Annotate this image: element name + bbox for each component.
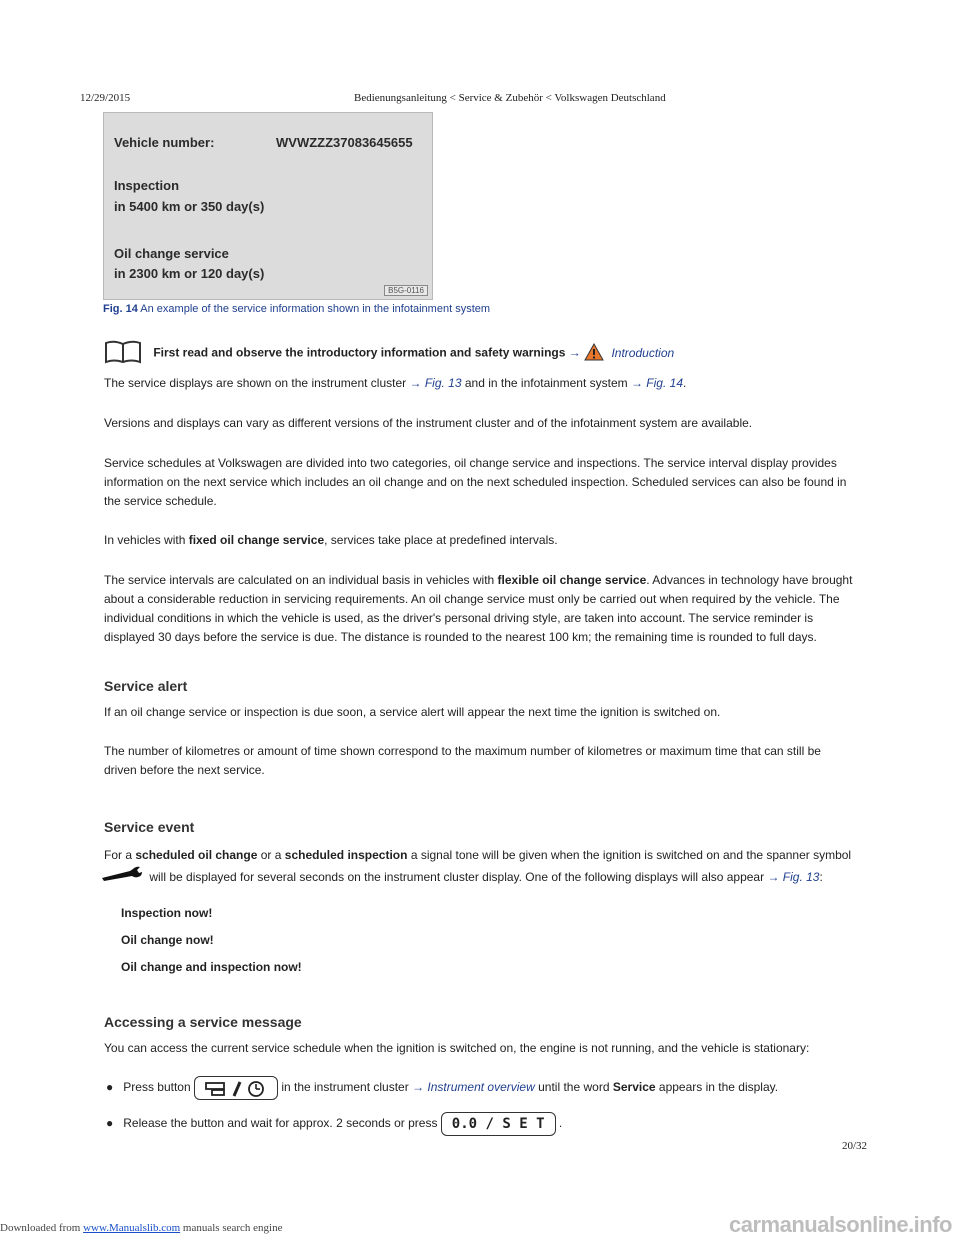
display-oil-and-inspection-now: Oil change and inspection now! xyxy=(121,960,302,974)
header-title: Bedienungsanleitung < Service & Zubehör < Volkswagen Deutschland xyxy=(354,92,666,104)
event-fig13-link[interactable]: → Fig. 13 xyxy=(767,870,820,884)
inspection-title: Inspection xyxy=(114,178,180,193)
figure-code: B5G-0116 xyxy=(384,285,428,296)
bullet1-text-c: until the word xyxy=(538,1080,610,1095)
paragraph-fixed xyxy=(104,531,854,550)
set-button[interactable]: 0.0 / S E T xyxy=(441,1112,556,1136)
p5-text-a: The service intervals are calculated on an individual basis in vehicles with xyxy=(104,573,495,587)
download-footer xyxy=(0,1222,282,1234)
service-alert-p2: The number of kilometres or amount of time shown correspond to the maximum number of kilometres or maximum time that can still be driven before the next service. xyxy=(104,744,821,777)
event-text-a: For a xyxy=(104,848,133,862)
bullet-press-button xyxy=(106,1076,778,1100)
display-inspection-now: Inspection now! xyxy=(121,906,213,920)
service-event-paragraph xyxy=(104,844,854,889)
event-text-d: will be displayed for several seconds on the instrument cluster display. One of the following displays will also appear xyxy=(149,870,765,884)
fig13-link[interactable]: → Fig. 13 xyxy=(409,376,462,390)
fig14-link[interactable]: → Fig. 14 xyxy=(630,376,683,390)
figure-caption xyxy=(103,303,490,315)
warning-triangle-icon xyxy=(584,343,604,364)
event-text-e: : xyxy=(819,870,823,884)
bullet2-text-a: Release the button and wait for approx. 2 seconds or press xyxy=(123,1116,438,1131)
bullet1-text-d: appears in the display. xyxy=(658,1080,779,1095)
spanner-icon xyxy=(100,866,144,889)
paragraph-flexible xyxy=(104,571,854,647)
paragraph-versions: Versions and displays can vary as different versions of the instrument cluster and of the infotainment system are available. xyxy=(104,416,753,430)
menu-clock-button[interactable] xyxy=(194,1076,278,1100)
p1-text-c: . xyxy=(683,376,687,390)
bullet-dot: ● xyxy=(106,1116,114,1131)
caption-text: An example of the service information shown in the infotainment system xyxy=(140,303,491,315)
footer-prefix: Downloaded from xyxy=(0,1222,81,1234)
service-alert-p1: If an oil change service or inspection is due soon, a service alert will appear the next time the ignition is switched on. xyxy=(104,705,721,719)
header-date: 12/29/2015 xyxy=(80,92,131,104)
vehicle-number-label: Vehicle number: xyxy=(114,135,215,150)
manualslib-link[interactable]: www.Manualslib.com xyxy=(83,1222,181,1234)
p5-text-b: . Advances in technology have brought about a considerable reduction in servicing requirements. An oil change service must only be carried out when required by the vehicle. The individual conditions in which the vehicle is used, as the driver's personal driving style, are taken into account. The service reminder is displayed 30 days before the service is due. The distance is rounded to the nearest 100 km; the remaining time is rounded to full days. xyxy=(104,573,853,644)
bullet1-text-b: in the instrument cluster xyxy=(281,1080,409,1095)
display-oil-change-now: Oil change now! xyxy=(121,933,214,947)
scheduled-oil-term: scheduled oil change xyxy=(135,848,258,862)
warning-text: First read and observe the introductory information and safety warnings xyxy=(153,345,566,360)
infotainment-figure xyxy=(103,112,433,300)
carmanuals-watermark: carmanualsonline.info xyxy=(729,1212,952,1237)
caption-label: Fig. 14 xyxy=(103,303,138,315)
service-event-heading: Service event xyxy=(104,819,195,835)
instrument-overview-link[interactable]: → Instrument overview xyxy=(412,1080,535,1095)
oil-service-detail: in 2300 km or 120 day(s) xyxy=(114,266,265,281)
bullet-dot: ● xyxy=(106,1080,114,1095)
footer-suffix: manuals search engine xyxy=(182,1222,283,1234)
event-text-c: a signal tone will be given when the ignition is switched on and the spanner symbol xyxy=(410,848,852,862)
accessing-paragraph: You can access the current service schedule when the ignition is switched on, the engine is not running, and the vehicle is stationary: xyxy=(104,1041,810,1055)
service-alert-heading: Service alert xyxy=(104,678,188,694)
warning-arrow: → xyxy=(568,345,581,360)
bullet1-text-a: Press button xyxy=(123,1080,191,1095)
event-text-b: or a xyxy=(260,848,282,862)
page-number: 20/32 xyxy=(842,1140,868,1152)
paragraph-displays xyxy=(104,374,854,393)
p1-text-a: The service displays are shown on the instrument cluster xyxy=(104,376,407,390)
book-icon xyxy=(104,340,142,367)
scheduled-inspection-term: scheduled inspection xyxy=(284,848,408,862)
bullet2-text-b: . xyxy=(558,1116,563,1131)
introduction-link[interactable]: Introduction xyxy=(611,345,675,360)
p1-text-b: and in the infotainment system xyxy=(464,376,628,390)
p4-text-b: , services take place at predefined intervals. xyxy=(324,533,558,547)
fixed-oil-term: fixed oil change service xyxy=(188,533,325,547)
p4-text-a: In vehicles with xyxy=(104,533,186,547)
service-term: Service xyxy=(612,1080,656,1095)
inspection-detail: in 5400 km or 350 day(s) xyxy=(114,199,265,214)
warning-row xyxy=(104,340,674,367)
flexible-oil-term: flexible oil change service xyxy=(497,573,647,587)
vehicle-number-value: WVWZZZ37083645655 xyxy=(276,135,413,150)
paragraph-schedules: Service schedules at Volkswagen are divided into two categories, oil change service and inspections. The service interval display provides information on the next service which includes an oil change and on the next scheduled inspection. Scheduled services can also be found in the service schedule. xyxy=(104,456,847,508)
accessing-heading: Accessing a service message xyxy=(104,1014,302,1030)
bullet-release-button xyxy=(106,1112,562,1136)
oil-service-title: Oil change service xyxy=(114,246,229,261)
